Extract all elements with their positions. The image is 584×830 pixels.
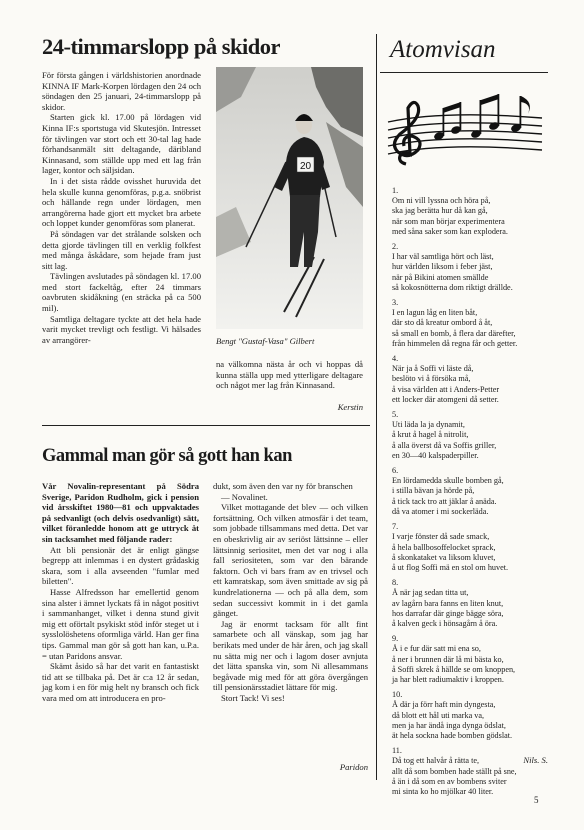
verse-line: ska jag berätta hur då kan gå, (392, 206, 488, 216)
old-man-paragraph: — Novalinet. (221, 491, 268, 502)
poem-signature: Nils. S. (523, 755, 548, 765)
verse-number: 5. (392, 410, 399, 420)
ski-article-column-2 (216, 359, 363, 391)
verse-line: å tick tack tro att jäklar å anäda. (392, 496, 497, 506)
verse-line: Då tog ett halvår å rätta te, (392, 756, 480, 766)
verse-line: Å när jag sedan titta ut, (392, 588, 469, 598)
verse-line: när som man börjar experimentera (392, 216, 505, 226)
ski-article-signature: Kerstin (337, 402, 363, 412)
poem-verse (392, 578, 552, 629)
old-man-paragraph: Skämt åsido så har det varit en fantastiskt tid att se tillbaka på. Det är c:a 12 år sedan, jag kom i en för mig helt ny bransch och fick vara med om att introducera en pro- (42, 661, 199, 703)
verse-number: 7. (392, 522, 399, 532)
poem-verse (392, 634, 552, 685)
ski-paragraph: Samtliga deltagare tyckte att det hela hade varit mycket trevligt och festligt. Vi hälsades av arrangörer- (42, 313, 201, 345)
verse-line: då va atomer i mi sockerläda. (392, 506, 489, 516)
verse-line: å alla överst då va Soffis griller, (392, 440, 497, 450)
verse-line: så small en bomb, å flera dar därefter, (392, 328, 516, 338)
verse-number: 9. (392, 634, 399, 644)
poem-verse (392, 410, 552, 461)
verse-line: med såna saker som kan explodera. (392, 226, 508, 236)
race-bib-number: 20 (299, 161, 312, 172)
verse-line: där sto då kreatur ombord å åt, (392, 318, 493, 328)
verse-number: 8. (392, 578, 399, 588)
old-man-article-column-2 (213, 481, 368, 703)
ski-paragraph: Starten gick kl. 17.00 på lördagen vid Kinna IF:s sportstuga vid Skutesjön. Intresset för tävlingen var stort och ett 30-tal lag hade förhandsanmält sitt deltagande, däribland Kinnasand, som ställde upp med ett lag från lager, kontor och säljsidan. (42, 112, 201, 176)
poem-verse (392, 186, 552, 237)
verse-line: beslöto vi å försöka må, (392, 374, 471, 384)
ski-paragraph: För första gången i världshistorien anordnade KINNA IF Mark-Korpen lördagen den 24 och söndagen den 25 januari, 24-timmarslopp på skidor. (42, 70, 201, 112)
poem-verse (392, 242, 552, 293)
verse-line: i stilla bävan ja hörde på, (392, 486, 475, 496)
verse-line: ja har blett radiumaktiv i kroppen. (392, 674, 504, 684)
old-man-lead: Vår Novalin-representant på Södra Sverige, Paridon Rudholm, gick i pension vid årsskiftet 1980—81 och uppvaktades på sedvanligt (och delvis osedvanligt) sätt, vilket föranledde honom att ge uttryck åt sin tacksamhet med följande rader: (42, 481, 199, 544)
verse-line: å krut å hagel å nitrolit, (392, 430, 469, 440)
poem-title: Atomvisan (390, 36, 496, 63)
verse-line: från himmelen då regna får och getter. (392, 338, 518, 348)
poem-verse (392, 690, 552, 741)
verse-line: å ner i brunnen där lå mi bästa ko, (392, 654, 504, 664)
ski-article-column-1 (42, 70, 201, 345)
verse-line: En lördamedda skulle bomben gå, (392, 476, 504, 486)
verse-line: Uti läda la ja dynamit, (392, 420, 465, 430)
poem-verse (392, 298, 552, 349)
verse-line: Å där ja förr haft min dyngesta, (392, 700, 496, 710)
verse-number: 1. (392, 186, 399, 195)
verse-line: I har väl samtliga hört och läst, (392, 252, 494, 262)
verse-line: men ja har ändå inga dynga ödslat, (392, 720, 506, 730)
verse-line: å Soffi skrek å hällde se om knoppen, (392, 664, 516, 674)
verse-line: ät hela sockna hade bomben gödslat. (392, 730, 513, 740)
verse-line: I en lagun låg en liten båt, (392, 308, 478, 318)
verse-line: så kokosnötterna dom riktigt drällde. (392, 282, 513, 292)
skier-photo (216, 67, 363, 329)
verse-line: å än i då som en av bombens sviter (392, 776, 507, 786)
verse-line: å hela ballbosoffelocket sprack, (392, 542, 496, 552)
old-man-paragraph: Att bli pensionär det är enligt gängse begrepp att inlemmas i en dystert grådaskig skara, som i alla avseenden "fumlar med biletten". (42, 544, 199, 587)
verse-line: allt då som bomben hade ställt på sne, (392, 766, 517, 776)
verse-number: 6. (392, 466, 399, 476)
ski-paragraph: In i det sista rådde ovisshet huruvida det hela skulle kunna genomföras, p.g.a. snöbrist och hällande regn under lördagen, men arrangörerna hade gjort ett mycket bra arbete och loppet kunder genomföras som planerat. (42, 175, 201, 229)
old-man-paragraph: Stort Tack! Vi ses! (221, 692, 285, 703)
verse-line: mi sinta ko ho mjölkar 40 liter. (392, 786, 494, 796)
verse-line: av lagårn bara fanns en liten knut, (392, 598, 504, 608)
old-man-paragraph: dukt, som även den var ny för branschen (213, 481, 353, 491)
photo-caption: Bengt "Gustaf-Vasa" Gilbert (216, 336, 315, 346)
poem-verse (392, 354, 552, 405)
poem-verse (392, 522, 552, 573)
verse-line: Å i e fur där satt mi ena so, (392, 644, 481, 654)
ski-article-headline: 24-timmarslopp på skidor (42, 34, 281, 59)
verse-line: å skonkataket va liksom kluvet, (392, 552, 496, 562)
page-number: 5 (534, 795, 539, 805)
verse-line: ett locker där atomgeni då setter. (392, 394, 499, 404)
verse-line: När ja å Soffi vi läste då, (392, 364, 474, 374)
verse-line: hos darrafar där ginge bägge söra, (392, 608, 504, 618)
old-man-article-signature: Paridon (339, 762, 368, 772)
verse-line: då blott ett hål uti marka va, (392, 710, 485, 720)
verse-line: Om ni vill lyssna och höra på, (392, 196, 491, 206)
poem-verse (392, 466, 552, 517)
ski-paragraph: På söndagen var det strålande solsken och detta gjorde tävlingen till en verklig folkfest med många åskådare, som hejade fram just sitt lag. (42, 228, 201, 271)
ski-paragraph: Tävlingen avslutades på söndagen kl. 17.00 med stort fackeltåg, efter 24 timmars oavbruten skidåkning (en sträcka på ca 500 mil). (42, 271, 201, 314)
music-notes-icon (384, 88, 546, 170)
verse-line: å kalven geck i hönsagårn å öra. (392, 618, 498, 628)
ski-paragraph: na välkomna nästa år och vi hoppas då kunna ställa upp med ytterligare deltagare och något mer lag från Kinnasand. (216, 359, 363, 391)
verse-number: 10. (392, 690, 403, 700)
poem-body (392, 186, 552, 802)
old-man-paragraph: Vilket mottagande det blev — och vilken fortsättning. Och vilken atmosfär i det team, som jobbade tillsammans med detta. Det var en obeskrivlig air av seriöst lättsinne – eller lättsinnig seriositet, men det var nog i alla fall seriositeten, som var den bärande faktorn. Och vi bars fram av en trivsel och ett kamratskap, som även smittade av sig på kundrelationerna — och på alla dem, som sedan successivt kommit in i det gamla gänget. (213, 502, 368, 619)
old-man-article-headline: Gammal man gör så gott han kan (42, 446, 292, 466)
column-divider (376, 34, 377, 780)
article-divider (42, 425, 370, 426)
old-man-paragraph: Jag är enormt tacksam för allt fint samarbete och all vänskap, som jag har berikats med under de här åren, och jag skall nu sätta mig ner och i lagom doser avnjuta det lätta spanska vin, som Ni allesammans begåvade mig med för att göra övergången till pensionärsstadiet lättare för mig. (213, 618, 368, 693)
verse-number: 3. (392, 298, 399, 308)
poem-verse (392, 746, 552, 797)
verse-line: hur världen liksom i feber jäst, (392, 262, 493, 272)
skier-illustration (216, 67, 363, 329)
verse-line: när på Bikini atomen smällde (392, 272, 489, 282)
old-man-paragraph: Hasse Alfredsson har emellertid genom sina alster i ämnet lyckats få in något positivt i sammanhanget, vilket i denna stund givit mig ett oförtalt psykiskt stöd inför steget ut i sysslolöshetens oformliga värld. Han ger fina tips. Gammal man gör så gott han kan, u.P.a. = utan Paridons ansvar. (42, 586, 199, 661)
verse-number: 11. (392, 746, 402, 756)
poem-title-rule (380, 72, 548, 73)
verse-line: I varje fönster då sade smack, (392, 532, 490, 542)
verse-number: 2. (392, 242, 399, 252)
verse-line: en 30—40 kalspaderpiller. (392, 450, 479, 460)
verse-line: å ut flog Soffi mä en stol om huvet. (392, 562, 509, 572)
verse-number: 4. (392, 354, 399, 364)
old-man-article-column-1 (42, 481, 199, 703)
verse-line: å visa världen att i Anders-Petter (392, 384, 500, 394)
